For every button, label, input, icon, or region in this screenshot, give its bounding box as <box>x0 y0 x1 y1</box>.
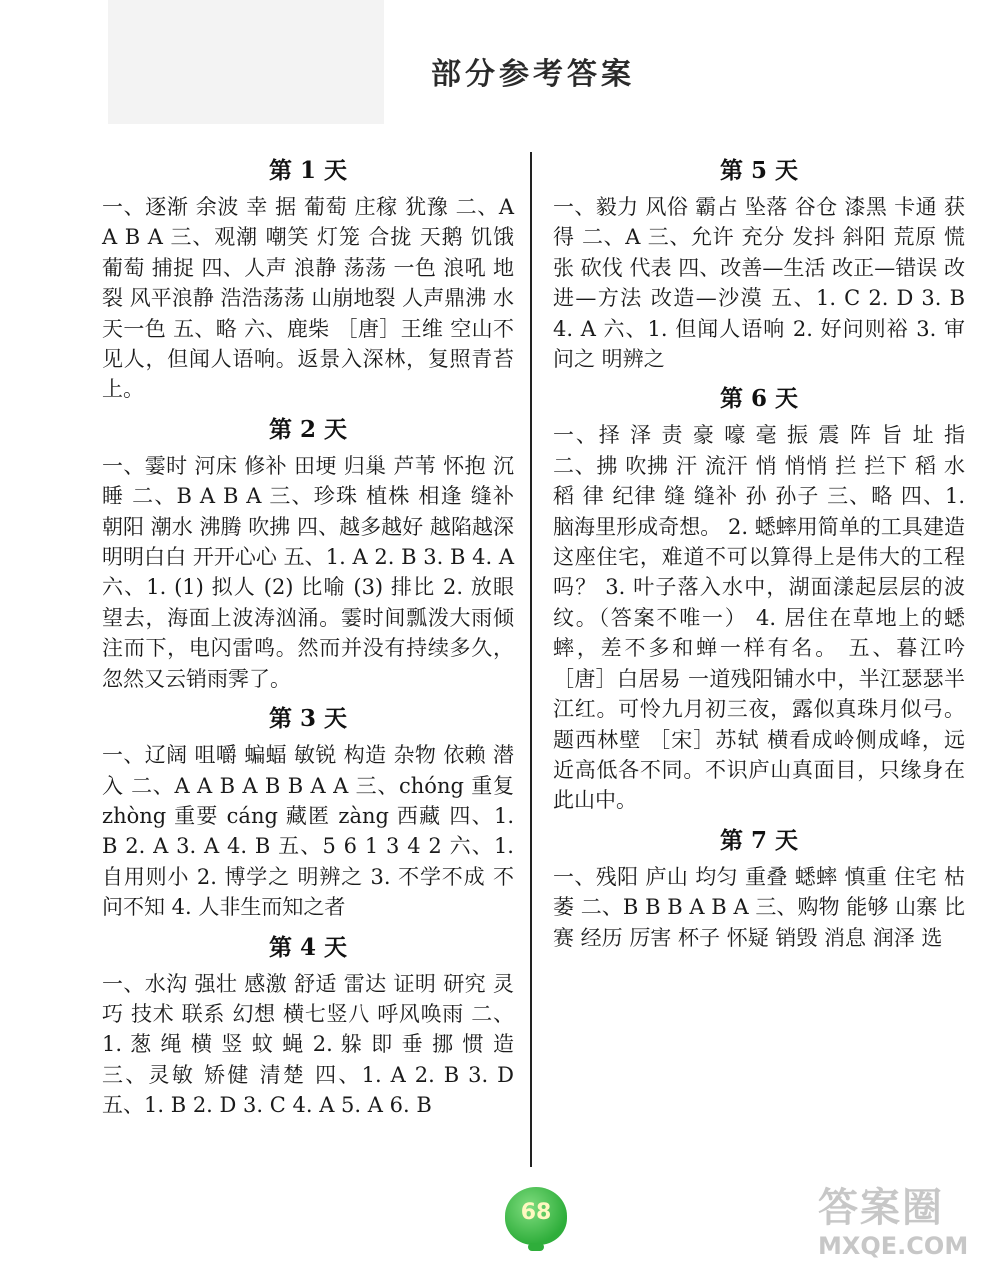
left-column <box>102 150 514 1125</box>
column-divider <box>530 152 532 1167</box>
day-5-heading: 第 5 天 <box>719 157 799 184</box>
day-4-answers: 一、水沟 强壮 感激 舒适 雷达 证明 研究 灵巧 技术 联系 幻想 横七竖八 呼风唤雨 二、1. 葱 绳 横 竖 蚊 蝇 2. 躲 即 垂 挪 惯 造 三、灵敏 矫健 清楚 四、1. A 2. B 3. D 五、1. B 2. D 3. C 4. A 5. A 6. B <box>102 971 514 1118</box>
day-3-answers: 一、辽阔 咀嚼 蝙蝠 敏锐 构造 杂物 依赖 潜入 二、A A B A B B A A 三、chóng 重复 zhòng 重要 cáng 藏匿 zàng 西藏 四、1. B 2. A 3. A 4. B 五、5 6 1 3 4 2 六、1. 自用则小 2. 博学之 明辨之 3. 不学不成 不问不知 4. 人非生而知之者 <box>102 743 514 920</box>
day-1-answers: 一、逐渐 余波 幸 据 葡萄 庄稼 犹豫 二、A A B A 三、观潮 嘲笑 灯笼 合拢 天鹅 饥饿 葡萄 捕捉 四、人声 浪静 荡荡 一色 浪吼 地裂 风平浪静 浩浩荡荡 山崩地裂 人声鼎沸 水天一色 五、略 六、鹿柴 ［唐］王维 空山不见人，但闻人语响。返景入深林，复照青苔上。 <box>102 195 514 402</box>
day-2-heading: 第 2 天 <box>268 415 348 443</box>
day-3-heading: 第 3 天 <box>268 705 348 733</box>
day-5-answers: 一、毅力 风俗 霸占 坠落 谷仓 漆黑 卡通 获得 二、A 三、允许 充分 发抖 斜阳 荒原 慌张 砍伐 代表 四、改善—生活 改正—错误 改进—方法 改造—沙漠 五、1. C 2. D 3. B 4. A 六、1. 但闻人语响 2. 好问则裕 3. 审问之 明辨之 <box>553 195 965 372</box>
day-2-answers: 一、霎时 河床 修补 田埂 归巢 芦苇 怀抱 沉睡 二、B A B A 三、珍珠 植株 相逢 缝补 朝阳 潮水 沸腾 吹拂 四、越多越好 越陷越深 明明白白 开开心心 五、1. A 2. B 3. B 4. A 六、1. (1) 拟人 (2) 比喻 (3) 排比 2. 放眼望去，海面上波涛汹涌。霎时间瓢泼大雨倾注而下，电闪雷鸣。然而并没有持续多久，忽然又云销雨霁了。 <box>102 453 514 691</box>
page-title: 部分参考答案 <box>431 57 635 92</box>
day-7-answers: 一、残阳 庐山 均匀 重叠 蟋蟀 慎重 住宅 枯萎 二、B B B A B A 三、购物 能够 山寨 比赛 经历 厉害 杯子 怀疑 销毁 消息 润泽 选 <box>553 864 965 950</box>
day-6-answers: 一、择 泽 责 豪 嚎 毫 振 震 阵 旨 址 指 二、拂 吹拂 汗 流汗 悄 悄悄 拦 拦下 稻 水稻 律 纪律 缝 缝补 孙 孙子 三、略 四、1. 脑海里形成奇想。 2. 蟋蟀用简单的工具建造这座住宅，难道不可以算得上是伟大的工程吗？ 3. 叶子落入水中，湖面漾起层层的波纹。（答案不唯一） 4. 居住在草地上的蟋蟀，差不多和蝉一样有名。 五、暮江吟 ［唐］白居易 一道残阳铺水中，半江瑟瑟半江红。可怜九月初三夜，露似真珠月似弓。 题西林壁 ［宋］苏轼 横看成岭侧成峰，远近高低各不同。不识庐山真面目，只缘身在此山中。 <box>553 423 965 813</box>
page-number-stem-icon <box>528 1243 544 1251</box>
right-column <box>553 150 965 957</box>
day-4-heading: 第 4 天 <box>268 933 348 961</box>
page-number-badge: 68 <box>505 1187 567 1245</box>
watermark-logo: 答案圈 <box>818 1185 944 1231</box>
top-shaded-block <box>108 0 384 124</box>
day-7-heading: 第 7 天 <box>719 826 799 854</box>
day-1-heading: 第 1 天 <box>268 157 348 184</box>
watermark <box>818 1185 990 1263</box>
day-6-heading: 第 6 天 <box>719 385 799 413</box>
watermark-url: MXQE.COM <box>818 1232 969 1260</box>
